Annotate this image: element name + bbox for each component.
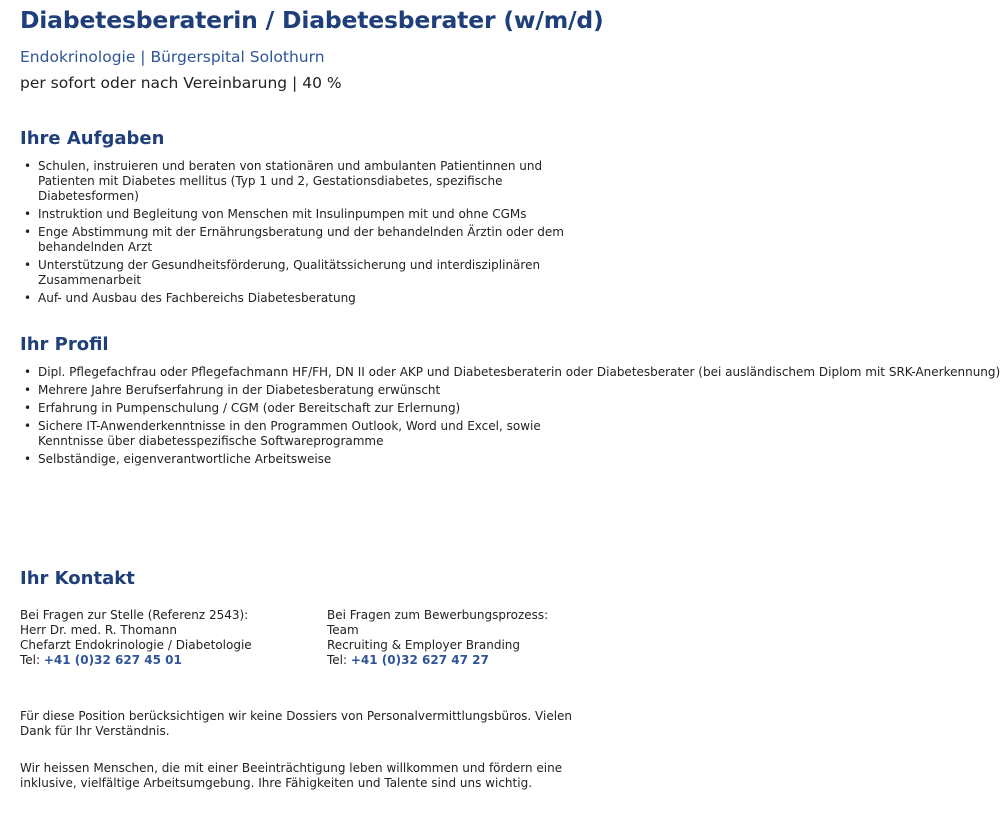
task-text: Schulen, instruieren und beraten von stationären und ambulanten Patientinnen und Patienten mit Diabetes mellitus (Typ 1 und 2, Gestationsdiabetes, spezifische Diabetesformen) <box>38 159 543 203</box>
job-title: Diabetesberaterin / Diabetesberater (w/m/d) <box>20 6 604 34</box>
bullet-icon: • <box>24 291 32 305</box>
profile-text: Erfahrung in Pumpenschulung / CGM (oder Bereitschaft zur Erlernung) <box>38 401 461 415</box>
bullet-icon: • <box>24 383 32 397</box>
list-item <box>20 159 580 204</box>
bullet-icon: • <box>24 365 32 379</box>
profile-heading: Ihr Profil <box>20 334 109 355</box>
profile-text: Sichere IT-Anwenderkenntnisse in den Programmen Outlook, Word und Excel, sowie Kenntnisse über diabetesspezifische Softwareprogramme <box>38 419 541 448</box>
list-item <box>20 207 580 222</box>
list-item <box>20 401 605 416</box>
contact-person: Herr Dr. med. R. Thomann <box>20 623 177 637</box>
list-item <box>20 365 1000 380</box>
list-item <box>20 419 605 449</box>
contact-role: Chefarzt Endokrinologie / Diabetologie <box>20 638 252 652</box>
task-text: Unterstützung der Gesundheitsförderung, Qualitätssicherung und interdisziplinären Zusammenarbeit <box>38 258 541 287</box>
profile-text: Selbständige, eigenverantwortliche Arbeitsweise <box>38 452 332 466</box>
tasks-list <box>20 159 580 309</box>
contact-intro: Bei Fragen zum Bewerbungsprozess: <box>327 608 549 622</box>
employment-terms: per sofort oder nach Vereinbarung | 40 % <box>20 74 342 92</box>
contact-role: Recruiting & Employer Branding <box>327 638 520 652</box>
bullet-icon: • <box>24 225 32 239</box>
list-item <box>20 258 580 288</box>
phone-label: Tel: <box>327 653 351 667</box>
inclusion-statement: Wir heissen Menschen, die mit einer Beeinträchtigung leben willkommen und fördern eine inklusive, vielfältige Arbeitsumgebung. Ihre Fähigkeiten und Talente sind uns wichtig. <box>20 761 563 790</box>
contact-person: Team <box>327 623 359 637</box>
contact-phone <box>327 653 597 668</box>
profile-list <box>20 365 1000 470</box>
department-location: Endokrinologie | Bürgerspital Solothurn <box>20 48 325 66</box>
contact-position-questions <box>20 608 310 668</box>
bullet-icon: • <box>24 452 32 466</box>
task-text: Auf- und Ausbau des Fachbereichs Diabetesberatung <box>38 291 356 305</box>
list-item <box>20 225 580 255</box>
task-text: Enge Abstimmung mit der Ernährungsberatung und der behandelnden Ärztin oder dem behandelnden Arzt <box>38 225 564 254</box>
phone-number-link[interactable]: +41 (0)32 627 45 01 <box>43 653 182 667</box>
task-text: Instruktion und Begleitung von Menschen mit Insulinpumpen mit und ohne CGMs <box>38 207 527 221</box>
bullet-icon: • <box>24 401 32 415</box>
profile-text: Mehrere Jahre Berufserfahrung in der Diabetesberatung erwünscht <box>38 383 441 397</box>
bullet-icon: • <box>24 258 32 272</box>
contact-application-questions <box>327 608 597 668</box>
phone-number-link[interactable]: +41 (0)32 627 47 27 <box>350 653 489 667</box>
contact-phone <box>20 653 310 668</box>
contact-intro: Bei Fragen zur Stelle (Referenz 2543): <box>20 608 249 622</box>
profile-text: Dipl. Pflegefachfrau oder Pflegefachmann HF/FH, DN II oder AKP und Diabetesberaterin oder Diabetesberater (bei ausländischem Diplom mit SRK-Anerkennung) <box>38 365 1000 379</box>
bullet-icon: • <box>24 159 32 173</box>
bullet-icon: • <box>24 207 32 221</box>
agency-notice: Für diese Position berücksichtigen wir keine Dossiers von Personalvermittlungsbüros. Vielen Dank für Ihr Verständnis. <box>20 709 573 738</box>
contact-heading: Ihr Kontakt <box>20 568 135 589</box>
bullet-icon: • <box>24 419 32 433</box>
phone-label: Tel: <box>20 653 44 667</box>
list-item <box>20 291 580 306</box>
list-item <box>20 452 605 467</box>
list-item <box>20 383 605 398</box>
tasks-heading: Ihre Aufgaben <box>20 128 165 149</box>
